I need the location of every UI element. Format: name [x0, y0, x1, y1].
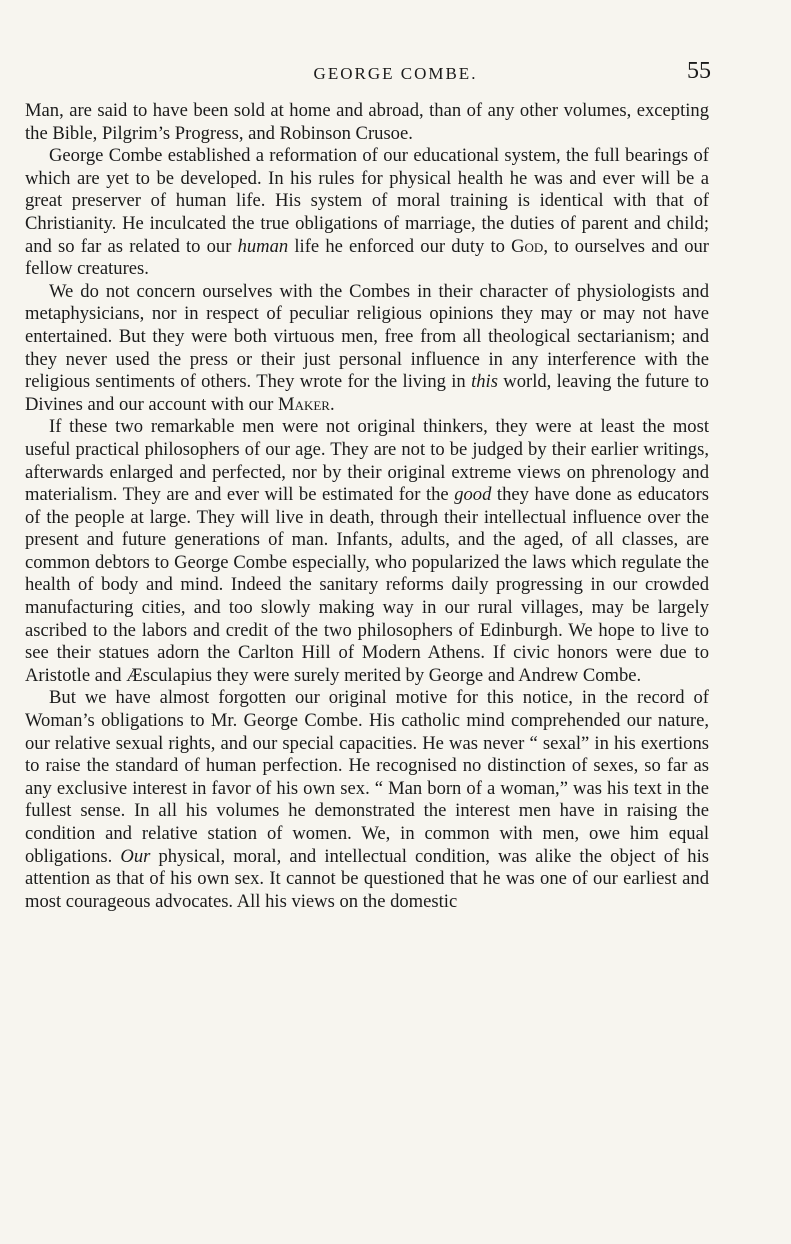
- text-span: We do not concern ourselves with the Combes in their character of physiologists and metaphysicians, nor in respect of peculiar religious opinions they may or may not have entertained. But they were both virtuous men, free from all theological sectarianism; and they never used the press or their just personal influence in any interference with the religious sentiments of others. They wrote for the living in: [25, 280, 709, 393]
- text-span: .: [329, 393, 335, 415]
- paragraph: [25, 100, 709, 145]
- running-title: GEORGE COMBE.: [313, 64, 478, 83]
- text-span: physical, moral, and intellectual condition, was alike the object of his attention as that of his own sex. It cannot be questioned that he was one of our earliest and most courageous advocates. All his views on the domestic: [25, 845, 709, 912]
- paragraph: [25, 281, 709, 417]
- text-span: But we have almost forgotten our original motive for this notice, in the record of Woman’s obligations to Mr. George Combe. His catholic mind comprehended our nature, our relative sexual rights, and our special capacities. He was never “ sexal” in his exertions to raise the standard of human perfection. He recognised no distinction of sexes, so far as any exclusive interest in favor of his own sex. “ Man born of a woman,” was his text in the fullest sense. In all his volumes he demonstrated the interest men have in raising the condition and relative station of women. We, in common with men, owe him equal obligations.: [25, 687, 709, 867]
- page-header: [0, 58, 791, 88]
- text-span: world, leaving the future to Divines and our account with our: [25, 371, 709, 415]
- small-caps-span: Maker: [278, 393, 330, 415]
- page-number: 55: [687, 58, 711, 84]
- text-span: they have done as educators of the people at large. They will live in death, through their intellectual influence over the present and future generations of man. Infants, adults, and the aged, of all classes, are common debtors to George Combe especially, who popularized the laws which regulate the health of body and mind. Indeed the sanitary reforms daily progressing in our crowded manufacturing cities, and too slowly making way in our rural villages, may be largely ascribed to the labors and credit of the two philosophers of Edinburgh. We hope to live to see their statues adorn the Carlton Hill of Modern Athens. If civic honors were due to Aristotle and Æsculapius they were surely merited by George and Andrew Combe.: [25, 484, 709, 686]
- text-span: George Combe established a reformation of our educational system, the full bearings of which are yet to be developed. In his rules for physical health he was and ever will be a great preserver of human life. His system of moral training is identical with that of Christianity. He inculcated the true obligations of marriage, the duties of parent and child; and so far as related to our: [25, 145, 709, 257]
- text-span: If these two remarkable men were not original thinkers, they were at least the most useful practical philosophers of our age. They are not to be judged by their earlier writings, afterwards enlarged and perfected, nor by their original extreme views on phrenology and materialism. They are and ever will be estimated for the: [25, 416, 709, 506]
- italic-span: good: [454, 484, 492, 506]
- text-span: life he enforced our duty to: [288, 235, 512, 257]
- text-span: , to ourselves and our fellow creatures.: [25, 235, 710, 280]
- small-caps-span: God: [511, 235, 544, 257]
- italic-span: Our: [120, 845, 151, 867]
- paragraph: [25, 416, 709, 687]
- paragraph: [25, 145, 709, 281]
- italic-span: human: [237, 235, 289, 257]
- text-span: Man, are said to have been sold at home and abroad, than of any other volumes, excepting the Bible, Pilgrim’s Progress, and Robinson Crusoe.: [25, 100, 709, 144]
- body-text: [25, 100, 709, 913]
- italic-span: this: [471, 371, 498, 393]
- paragraph: [25, 687, 709, 913]
